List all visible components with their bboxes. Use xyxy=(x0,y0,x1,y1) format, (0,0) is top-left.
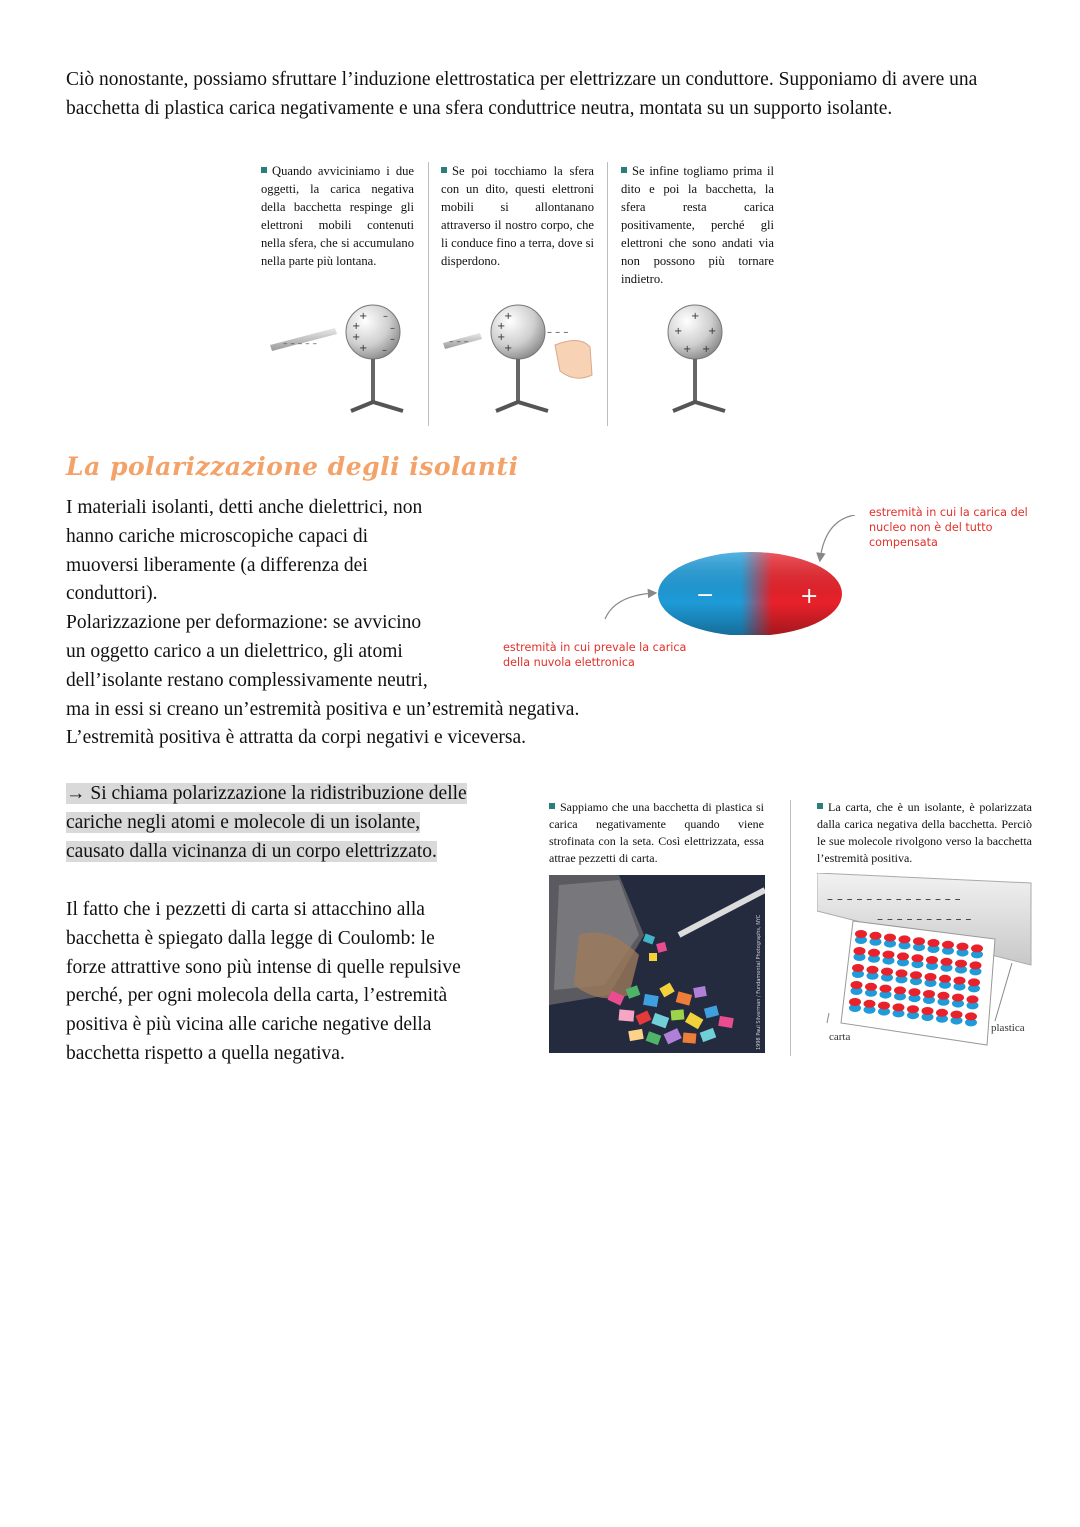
molecule-positive-end xyxy=(910,971,922,979)
svg-text:+: + xyxy=(674,326,683,337)
svg-text:+: + xyxy=(497,332,506,343)
molecule-positive-end xyxy=(896,969,908,977)
bullet-square-icon xyxy=(549,803,555,809)
svg-text:+: + xyxy=(497,321,506,332)
svg-text:– – – – – – – – – –: – – – – – – – – – – xyxy=(877,912,972,926)
molecule-positive-end xyxy=(883,951,895,959)
molecule-positive-end xyxy=(928,939,940,947)
plus-sign: + xyxy=(800,584,819,609)
molecule-positive-end xyxy=(909,988,921,996)
bullet-square-icon xyxy=(817,803,823,809)
coulomb-paragraph: Il fatto che i pezzetti di carta si attacchino alla bacchetta è spiegato dalla legge di Coulomb: le forze attrattive sono più intense di quelle repulsive perché, per ogni molecola della carta, l’estremità positiva è più vicina alle cariche negative della bacchetta rispetto a quella negativa. xyxy=(66,899,461,1064)
svg-text:+: + xyxy=(352,321,361,332)
label-carta: carta xyxy=(829,1031,851,1043)
panel-3-setup xyxy=(668,305,725,411)
svg-text:+: + xyxy=(504,343,513,354)
label-plastica: plastica xyxy=(991,1022,1025,1034)
molecule-positive-end xyxy=(942,941,954,949)
svg-text:+: + xyxy=(708,326,717,337)
induction-caption-2: Se poi tocchiamo la sfera con un dito, questi elettroni mobili si allontanano attraverso il nostro corpo, che li conduce fino a terra, dove si disperdono. xyxy=(441,164,594,268)
photo-credit: 1998 Paul Silverman / Fundamental Photographs, NYC xyxy=(756,914,762,1050)
minus-sign: − xyxy=(696,583,715,608)
molecule-positive-end xyxy=(951,1011,963,1019)
induction-caption-3: Se infine togliamo prima il dito e poi la bacchetta, la sfera resta carica positivamente, perché gli elettroni che sono andati via non possono più tornare indietro. xyxy=(621,164,774,286)
molecule-positive-end xyxy=(894,986,906,994)
panel-2-setup xyxy=(443,305,592,411)
molecule-positive-end xyxy=(867,966,879,974)
svg-text:+: + xyxy=(504,311,513,322)
molecule-positive-end xyxy=(970,961,982,969)
molecule-positive-end xyxy=(864,1000,876,1008)
paper-confetti-photo xyxy=(549,875,765,1053)
svg-text:+: + xyxy=(702,344,711,355)
polarized-atom-diagram xyxy=(600,515,860,635)
svg-text:– – –: – – – xyxy=(547,327,569,338)
molecule-positive-end xyxy=(865,983,877,991)
intro-paragraph: Ciò nonostante, possiamo sfruttare l’induzione elettrostatica per elettrizzare un conduttore. Supponiamo di avere una bacchetta di plastica carica negativamente e una sfera conduttrice neutra, montata su un supporto isolante. xyxy=(66,69,978,119)
paper-molecules-diagram xyxy=(817,873,1033,1053)
molecule-positive-end xyxy=(926,956,938,964)
molecule-positive-end xyxy=(881,968,893,976)
induction-caption-1: Quando avviciniamo i due oggetti, la carica negativa della bacchetta respinge gli elettroni mobili contenuti nella sfera, che si accumulano nella parte più lontana. xyxy=(261,164,414,268)
svg-text:+: + xyxy=(683,344,692,355)
molecule-positive-end xyxy=(971,944,983,952)
molecule-positive-end xyxy=(852,964,864,972)
molecule-positive-end xyxy=(955,960,967,968)
bullet-square-icon xyxy=(441,167,447,173)
arrow-negative-end xyxy=(605,593,655,619)
molecule-positive-end xyxy=(941,958,953,966)
panel-divider xyxy=(790,800,791,1056)
svg-text:–: – xyxy=(390,334,395,345)
molecule-positive-end xyxy=(851,981,863,989)
svg-text:–: – xyxy=(382,345,387,356)
paper-caption-2: La carta, che è un isolante, è polarizzata dalla carica negativa della bacchetta. Perciò le sue molecole rivolgono verso la bacchetta l’estremità positiva. xyxy=(817,800,1032,865)
molecule-positive-end xyxy=(899,935,911,943)
molecule-positive-end xyxy=(854,947,866,955)
finger-icon xyxy=(555,340,592,378)
molecule-positive-end xyxy=(912,954,924,962)
section-heading: La polarizzazione degli isolanti xyxy=(66,452,519,481)
svg-text:+: + xyxy=(691,311,700,322)
label-negative-end: estremità in cui prevale la carica della nuvola elettronica xyxy=(503,641,687,669)
svg-text:+: + xyxy=(359,311,368,322)
bullet-square-icon xyxy=(261,167,267,173)
molecule-positive-end xyxy=(922,1007,934,1015)
molecule-positive-end xyxy=(923,990,935,998)
molecule-positive-end xyxy=(855,930,867,938)
molecule-positive-end xyxy=(913,937,925,945)
molecule-positive-end xyxy=(957,943,969,951)
molecule-positive-end xyxy=(938,992,950,1000)
molecule-positive-end xyxy=(893,1003,905,1011)
molecule-positive-end xyxy=(878,1002,890,1010)
molecule-positive-end xyxy=(897,952,909,960)
svg-text:–: – xyxy=(383,311,388,322)
panel-1-setup xyxy=(270,305,403,411)
molecule-positive-end xyxy=(939,975,951,983)
label-positive-end: estremità in cui la carica del nucleo non è del tutto compensata xyxy=(869,506,1028,549)
bullet-square-icon xyxy=(621,167,627,173)
svg-text:+: + xyxy=(359,343,368,354)
svg-text:– – – – – – – – – – – – – –: – – – – – – – – – – – – – – xyxy=(827,892,961,906)
molecule-positive-end xyxy=(868,949,880,957)
molecule-positive-end xyxy=(907,1005,919,1013)
svg-text:–: – xyxy=(390,323,395,334)
definition-highlight: → Si chiama polarizzazione la ridistribuzione delle cariche negli atomi e molecole di un isolante, causato dalla vicinanza di un corpo elettrizzato. xyxy=(66,783,467,862)
molecule-positive-end xyxy=(884,934,896,942)
molecule-positive-end xyxy=(967,995,979,1003)
molecule-positive-end xyxy=(925,973,937,981)
molecule-positive-end xyxy=(954,977,966,985)
molecule-positive-end xyxy=(880,985,892,993)
svg-text:+: + xyxy=(352,332,361,343)
svg-text:– – –: – – – xyxy=(449,337,469,347)
molecule-positive-end xyxy=(952,994,964,1002)
paper-caption-1: Sappiamo che una bacchetta di plastica si carica negativamente quando viene strofinata con la seta. Così elettrizzata, essa attrae pezzetti di carta. xyxy=(549,800,764,865)
arrow-positive-end xyxy=(820,515,855,560)
molecule-positive-end xyxy=(936,1009,948,1017)
induction-illustration xyxy=(255,295,785,420)
svg-text:– – – – –: – – – – – xyxy=(283,339,317,349)
molecule-positive-end xyxy=(968,978,980,986)
section-paragraph: I materiali isolanti, detti anche dielettrici, non hanno cariche microscopiche capaci di muoversi liberamente (a differenza dei conduttori). Polarizzazione per deformazione: se avvicino un oggetto carico a un dielettrico, gli atomi dell’isolante restano complessivamente neutri, ma in essi si creano un’estremità positiva e un’estremità negativa. L’estremità positiva è attratta da corpi negativi e viceversa. xyxy=(66,497,580,749)
molecule-positive-end xyxy=(870,932,882,940)
molecule-positive-end xyxy=(849,998,861,1006)
molecule-positive-end xyxy=(965,1012,977,1020)
